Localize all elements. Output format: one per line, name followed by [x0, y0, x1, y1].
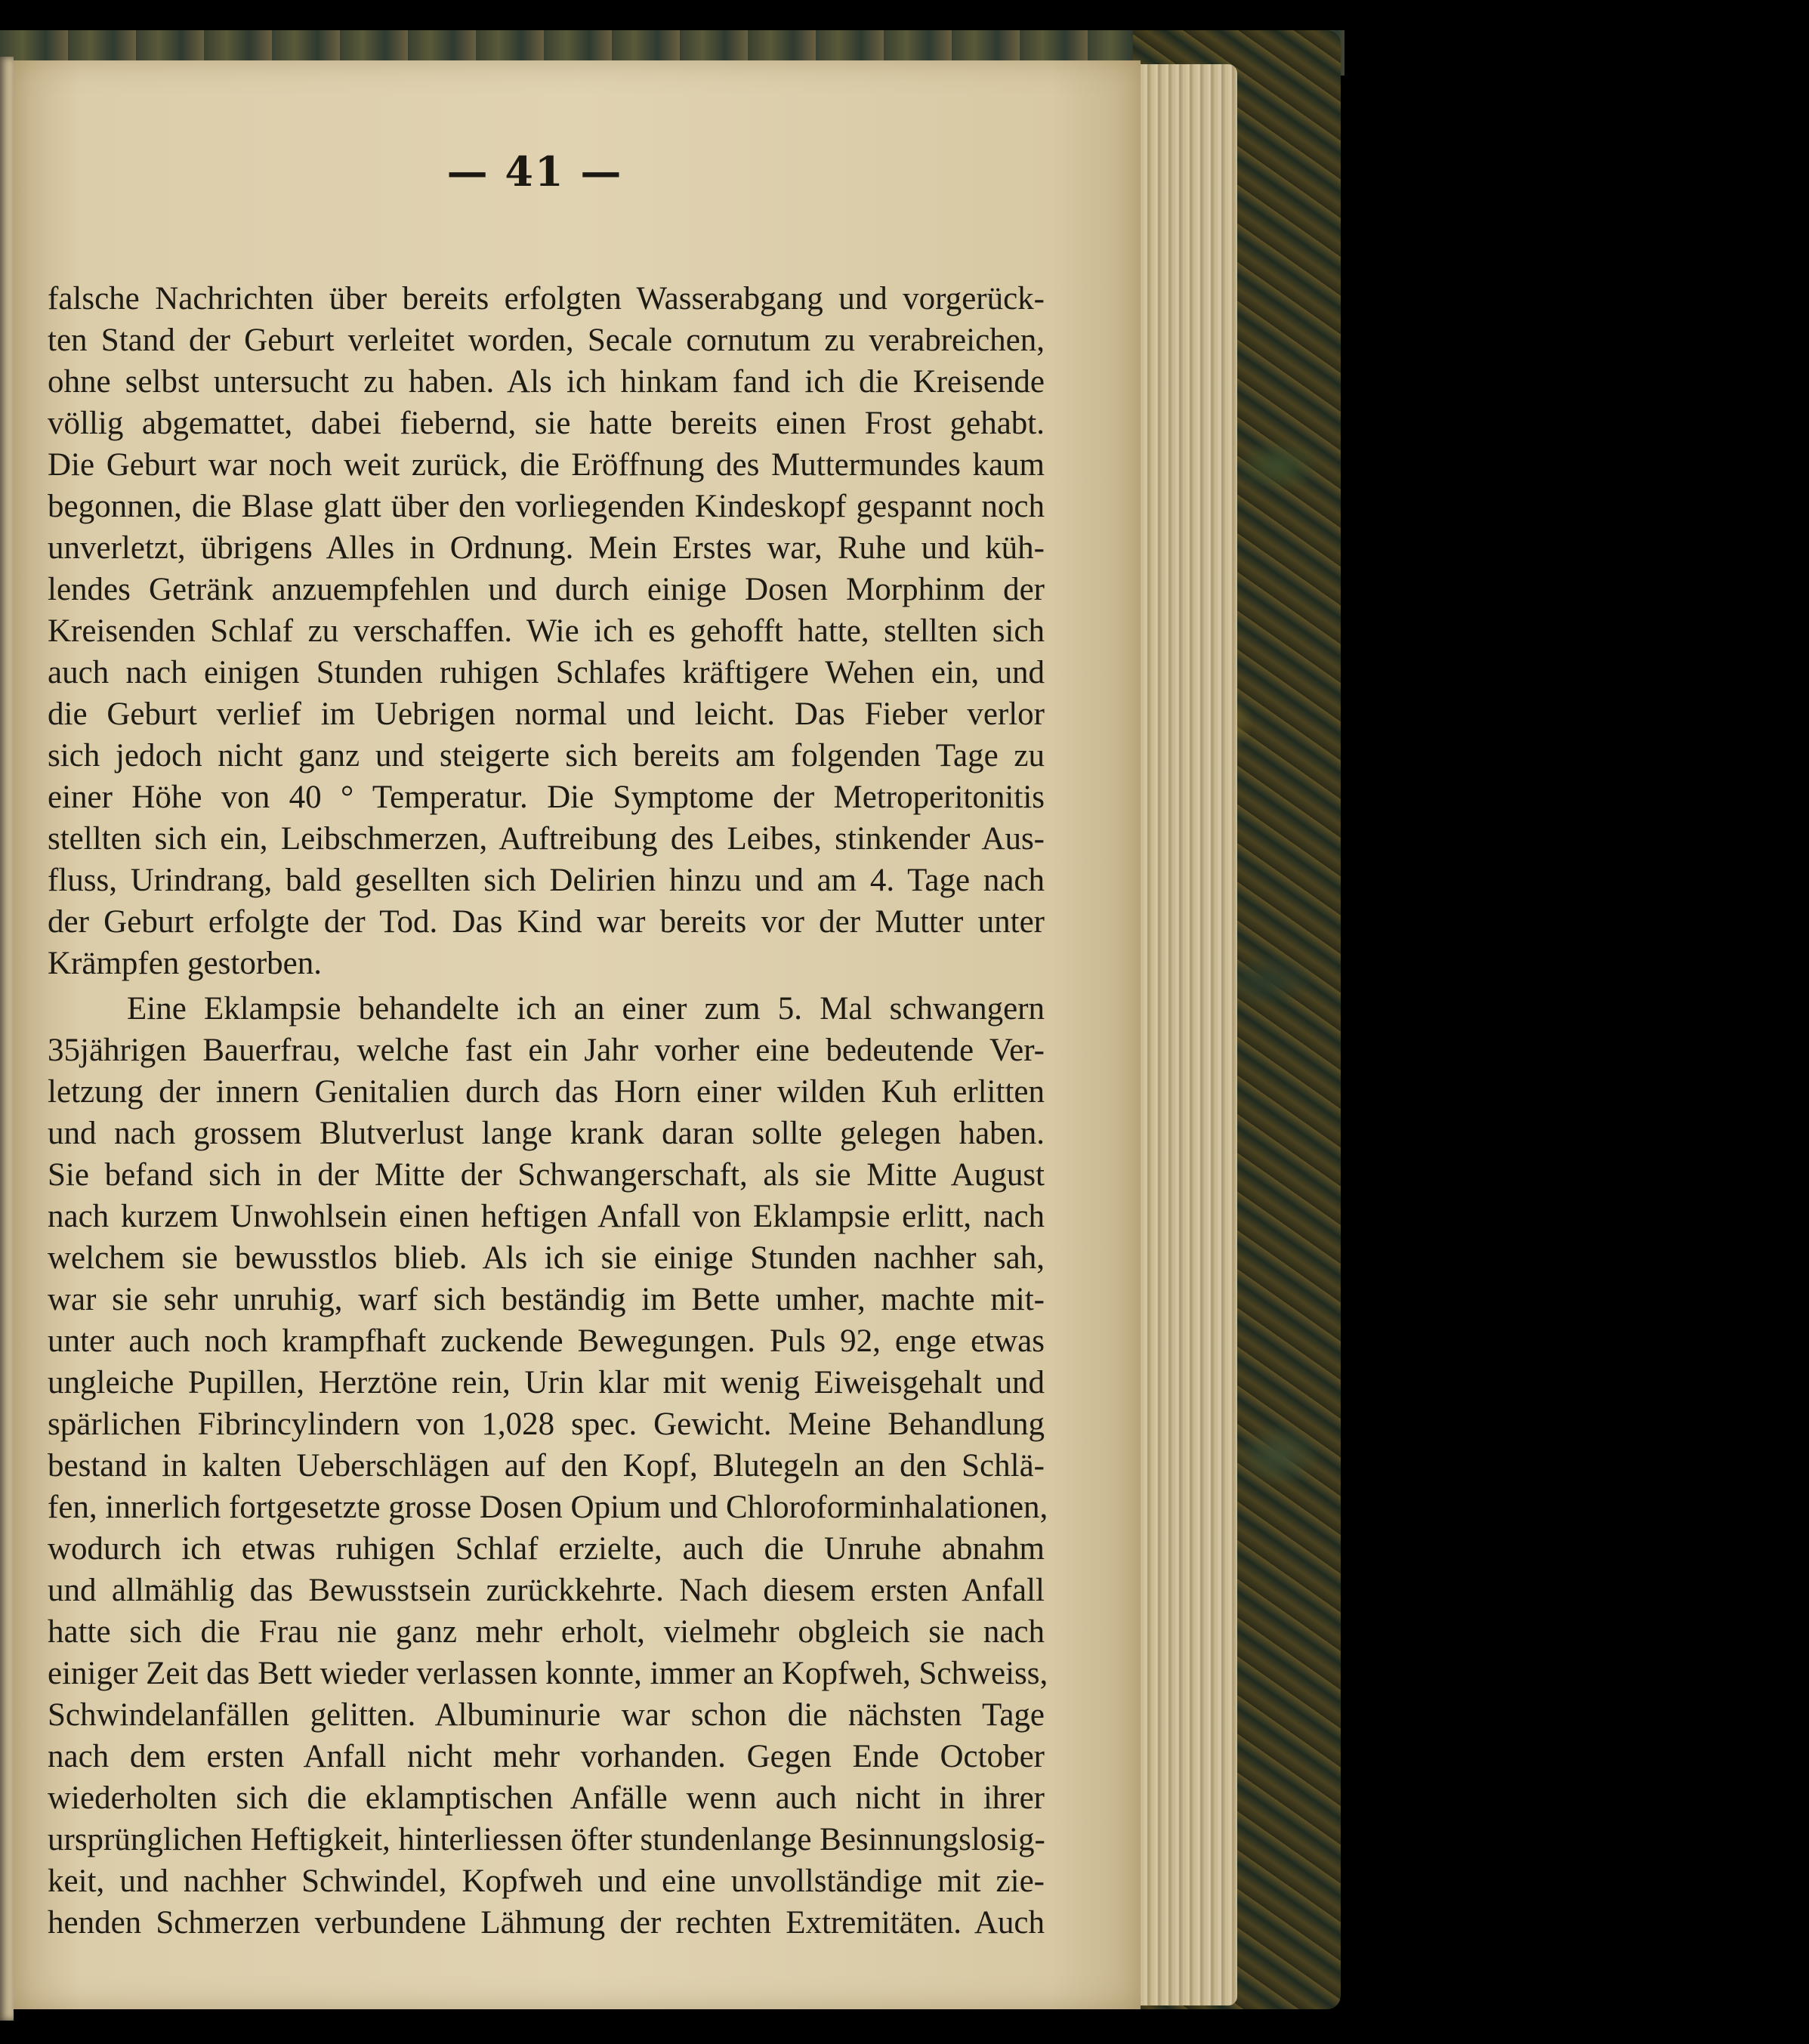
page-edges [1131, 64, 1237, 2005]
text-line: unverletzt, übrigens Alles in Ordnung. Mein Erstes war, Ruhe und küh- [48, 530, 1045, 566]
text-line: wodurch ich etwas ruhigen Schlaf erzielte, auch die Unruhe abnahm [48, 1531, 1045, 1567]
text-line: fluss, Urindrang, bald gesellten sich Delirien hinzu und am 4. Tage nach [48, 863, 1045, 898]
paragraph-start-line: Eine Eklampsie behandelte ich an einer zum 5. Mal schwangern [127, 991, 1045, 1027]
text-line: lendes Getränk anzuempfehlen und durch einige Dosen Morphinm der [48, 572, 1045, 607]
text-line: einiger Zeit das Bett wieder verlassen konnte, immer an Kopfweh, Schweiss, [48, 1656, 1048, 1691]
text-line: keit, und nachher Schwindel, Kopfweh und eine unvollständige mit zie- [48, 1863, 1045, 1899]
text-line: nach dem ersten Anfall nicht mehr vorhanden. Gegen Ende October [48, 1739, 1045, 1774]
page-number: — 41 — [446, 147, 623, 196]
text-line: fen, innerlich fortgesetzte grosse Dosen Opium und Chloroforminhalationen, [48, 1490, 1048, 1525]
text-line: unter auch noch krampfhaft zuckende Bewegungen. Puls 92, enge etwas [48, 1323, 1045, 1359]
text-line: völlig abgemattet, dabei fiebernd, sie hatte bereits einen Frost gehabt. [48, 406, 1045, 441]
text-line: ten Stand der Geburt verleitet worden, Secale cornutum zu verabreichen, [48, 323, 1045, 358]
text-line: hatte sich die Frau nie ganz mehr erholt, vielmehr obgleich sie nach [48, 1614, 1045, 1650]
text-line: sich jedoch nicht ganz und steigerte sich bereits am folgenden Tage zu [48, 738, 1045, 773]
book-page [14, 60, 1141, 2009]
text-line: falsche Nachrichten über bereits erfolgten Wasserabgang und vorgerück- [48, 281, 1045, 316]
text-line: nach kurzem Unwohlsein einen heftigen Anfall von Eklampsie erlitt, nach [48, 1199, 1045, 1234]
text-line: letzung der innern Genitalien durch das Horn einer wilden Kuh erlitten [48, 1074, 1045, 1110]
text-line: Schwindelanfällen gelitten. Albuminurie war schon die nächsten Tage [48, 1697, 1045, 1733]
text-line: einer Höhe von 40 ° Temperatur. Die Symptome der Metroperitonitis [48, 780, 1045, 815]
text-line: Sie befand sich in der Mitte der Schwangerschaft, als sie Mitte August [48, 1157, 1045, 1193]
text-line: die Geburt verlief im Uebrigen normal und leicht. Das Fieber verlor [48, 696, 1045, 732]
text-line: Krämpfen gestorben. [48, 946, 322, 981]
text-line: und nach grossem Blutverlust lange krank daran sollte gelegen haben. [48, 1116, 1045, 1151]
text-line: war sie sehr unruhig, warf sich beständig im Bette umher, machte mit- [48, 1282, 1045, 1317]
text-line: welchem sie bewusstlos blieb. Als ich sie einige Stunden nachher sah, [48, 1240, 1045, 1276]
text-line: stellten sich ein, Leibschmerzen, Auftreibung des Leibes, stinkender Aus- [48, 821, 1045, 857]
text-line: und allmählig das Bewusstsein zurückkehrte. Nach diesem ersten Anfall [48, 1573, 1045, 1608]
text-line: wiederholten sich die eklamptischen Anfälle wenn auch nicht in ihrer [48, 1780, 1045, 1816]
text-line: 35jährigen Bauerfrau, welche fast ein Jahr vorher eine bedeutende Ver- [48, 1033, 1045, 1068]
text-line: ursprünglichen Heftigkeit, hinterliessen öfter stundenlange Besinnungslosig- [48, 1822, 1045, 1857]
text-line: ohne selbst untersucht zu haben. Als ich hinkam fand ich die Kreisende [48, 364, 1045, 400]
text-line: Kreisenden Schlaf zu verschaffen. Wie ich es gehofft hatte, stellten sich [48, 613, 1045, 649]
text-line: der Geburt erfolgte der Tod. Das Kind war bereits vor der Mutter unter [48, 904, 1045, 940]
text-line: bestand in kalten Ueberschlägen auf den Kopf, Blutegeln an den Schlä- [48, 1448, 1045, 1484]
facing-page-edge [0, 57, 14, 2021]
text-line: ungleiche Pupillen, Herztöne rein, Urin klar mit wenig Eiweisgehalt und [48, 1365, 1045, 1400]
text-line: Die Geburt war noch weit zurück, die Eröffnung des Muttermundes kaum [48, 447, 1045, 483]
text-line: henden Schmerzen verbundene Lähmung der rechten Extremitäten. Auch [48, 1905, 1045, 1941]
text-line: begonnen, die Blase glatt über den vorliegenden Kindeskopf gespannt noch [48, 489, 1045, 524]
text-line: spärlichen Fibrincylindern von 1,028 spec. Gewicht. Meine Behandlung [48, 1406, 1045, 1442]
text-line: auch nach einigen Stunden ruhigen Schlafes kräftigere Wehen ein, und [48, 655, 1045, 690]
